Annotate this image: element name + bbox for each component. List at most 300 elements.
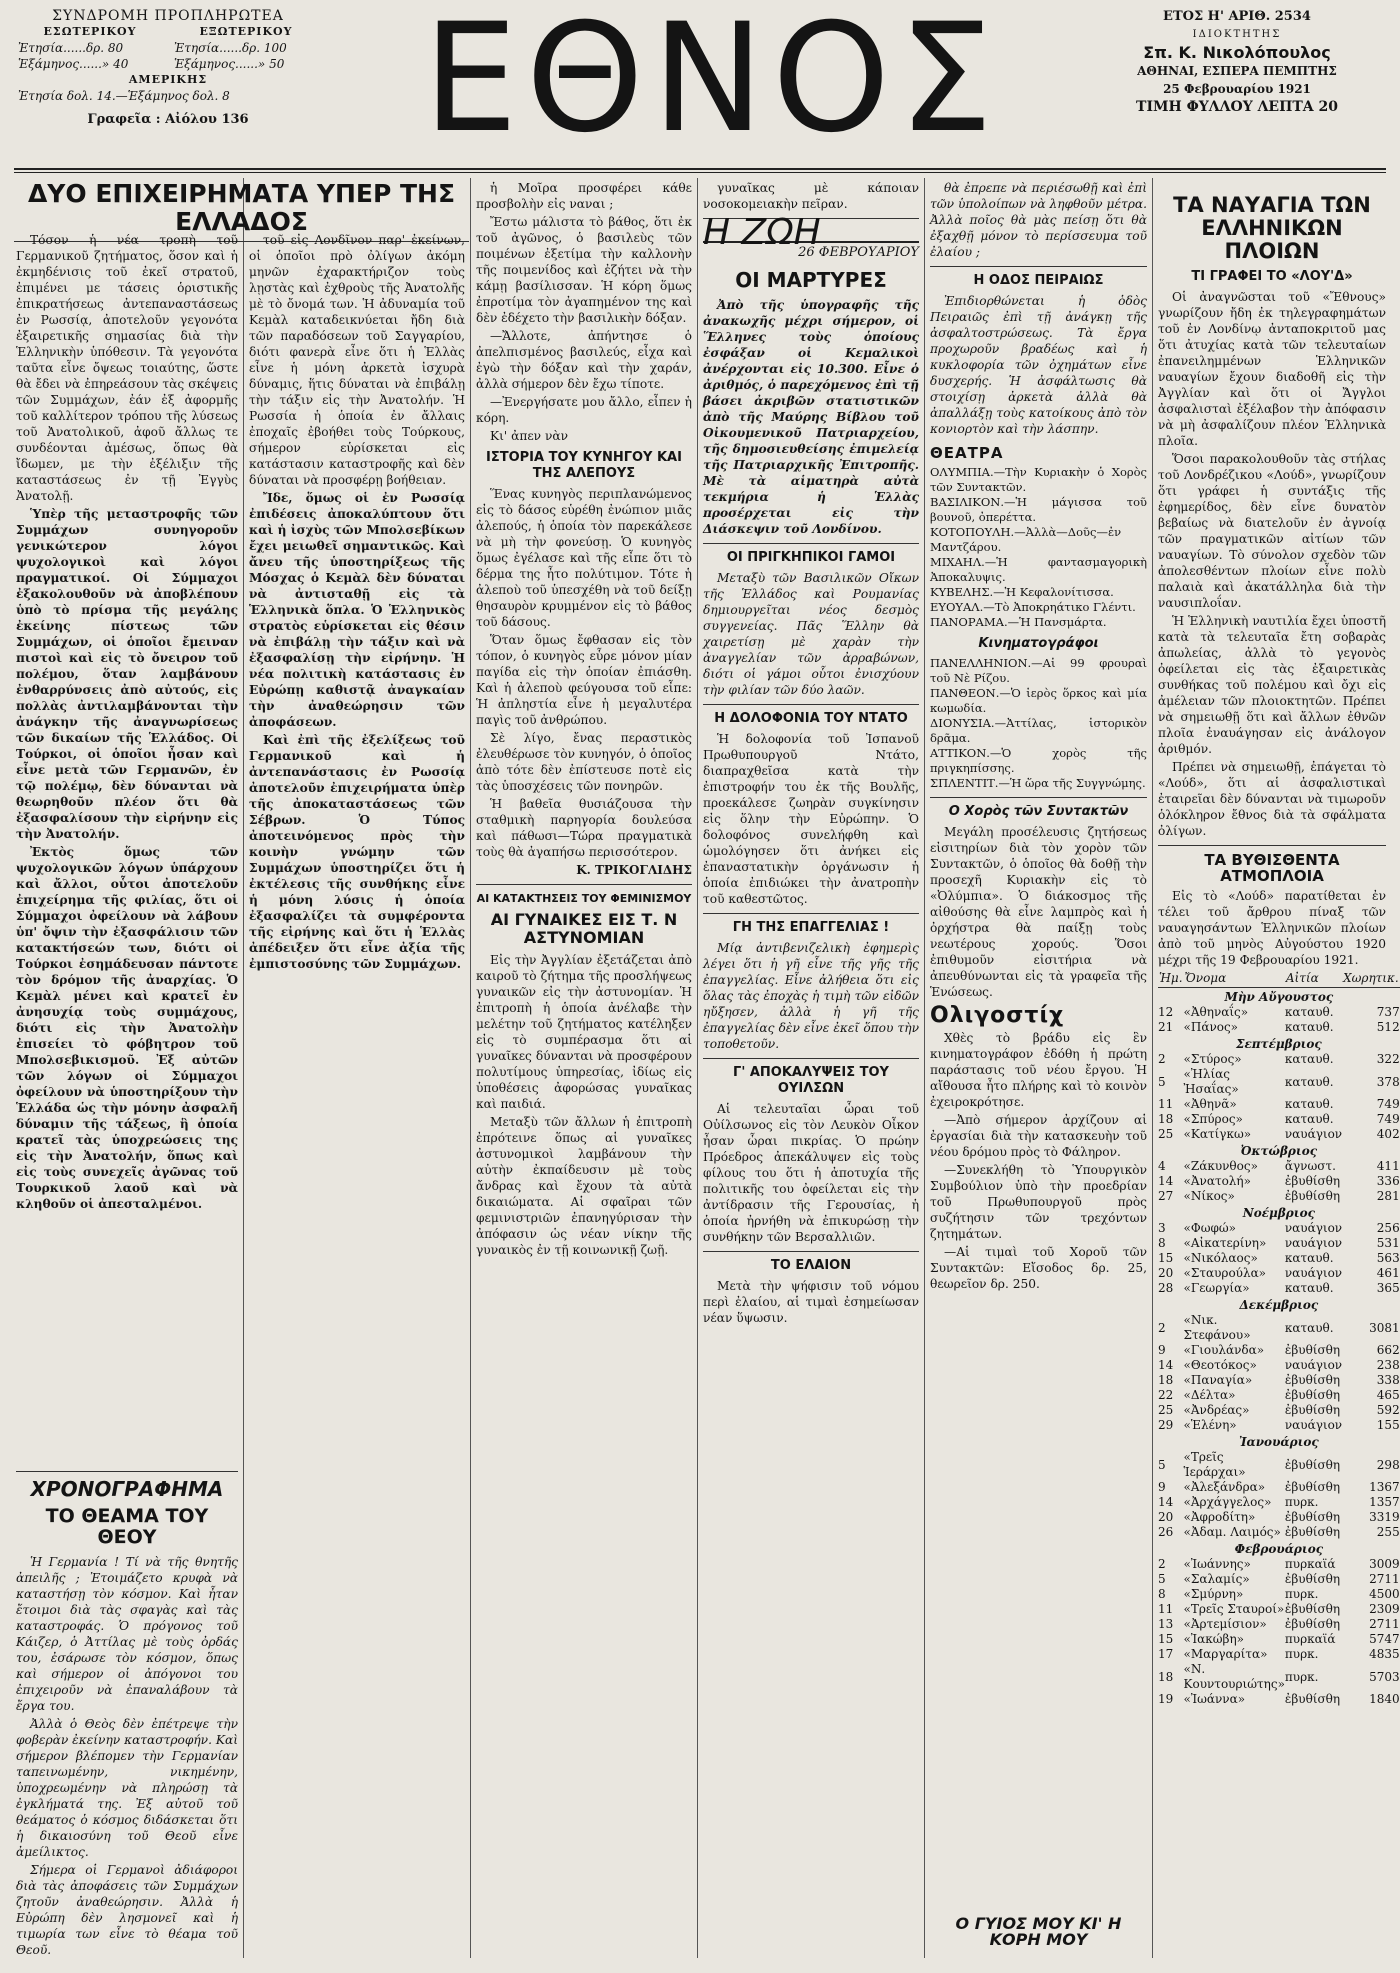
article-paragraph: Ἐκτὸς ὅμως τῶν ψυχολογικῶν λόγων ὑπάρχουν καὶ ἄλλοι, οὗτοι ἀποτελοῦν ἐπιχείρημα τῆς φιλίας, ὅτι οἱ Σύμμαχοι ὀφείλουν νὰ λάβουν ὑπ' ὄψιν τὴν ἐξασφάλισιν τῶν κατακτήσεών των, διότι οἱ Τούρκοι ἐσημάδευσαν πάντοτε τὸν δρόμον τῆς ἀναρχίας. Ὁ Κεμὰλ μένει καὶ κρατεῖ ἐν ἀνησυχίᾳ τοὺς συμμάχους, διότι εἰς τὴν Ἀνατολὴν ἐπισείει τὸ φόβητρον τοῦ Μπολσεβικισμοῦ. Ἐξ αὐτῶν τῶν λόγων οἱ Σύμμαχοι ὀφείλουν νὰ ὑποστηρίξουν τὴν Ἑλλάδα ὡς τὴν μόνην ἀσφαλῆ δύναμιν τῆς τάξεως, ἣ ὁποία κρατεῖ τὰς ὑποχρεώσεις της εἰς τὴν Ἀνατολήν, ὅπως καὶ εἰς τοὺς συνεχεῖς ἀγῶνας τοῦ Τουρκικοῦ λαοῦ καὶ νὰ κληθοῦν οἱ ἀπεσταλμένοι. <box>16 845 238 1211</box>
ship-table-cell: καταυθ. <box>1284 1097 1334 1112</box>
article-paragraph: Σήμερα οἱ Γερμανοὶ ἀδιάφοροι διὰ τὰς ἀποφάσεις τῶν Συμμάχων ζητοῦν ἀναθεώρησιν. Ἀλλὰ ἡ Εὐρώπη δὲν λησμονεῖ καὶ ἡ τιμωρία των εἶνε τὸ θέαμα τοῦ Θεοῦ. <box>16 1862 238 1957</box>
oil-headline: ΤΟ ΕΛΑΙΟΝ <box>770 1258 852 1273</box>
ship-table-cell: 281 <box>1376 1189 1400 1204</box>
ship-table-cell: 20 <box>1158 1266 1174 1281</box>
ship-table-cell: 5 <box>1158 1572 1166 1587</box>
ship-table-cell: 512 <box>1376 1020 1400 1035</box>
ship-table-cell: ἐβυθίσθη <box>1284 1510 1341 1525</box>
cinema-listing: ΠΑΝΕΛΛΗΝΙΟΝ.—Αἱ 99 φρουραὶ τοῦ Νὲ Ρίζου. <box>930 656 1147 685</box>
article-paragraph: Ἐπιδιορθώνεται ἡ ὁδὸς Πειραιῶς ἐπὶ τῇ ἀνάγκῃ τῆς ἀσφαλτοστρώσεως. Τὰ ἔργα προχωροῦν βραδέως καὶ ἡ κυκλοφορία τῶν ὀχημάτων εἶνε δυσχερής. Ἡ ἀσφάλτωσις θὰ στοιχίσῃ ἀρκετὰ ἀλλὰ θὰ ἀπαλλάξῃ τοὺς κατοίκους ἀπὸ τὸν κονιορτὸν καὶ τὴν λάσπην. <box>930 294 1147 436</box>
ship-table-row <box>1158 1313 1400 1343</box>
ship-table-cell: ναυάγιον <box>1284 1266 1343 1281</box>
ship-table-cell: πυρκαϊά <box>1284 1632 1336 1647</box>
ship-table-row <box>1158 1174 1400 1189</box>
ship-table-cell: ἐβυθίσθη <box>1284 1174 1341 1189</box>
column-divider <box>243 178 244 1958</box>
article-paragraph: Ὑπὲρ τῆς μεταστροφῆς τῶν Συμμάχων συνηγοροῦν γενικώτερον λόγοι ψυχολογικοὶ καὶ λόγοι πραγματικοί. Οἱ Σύμμαχοι ἐξακολουθοῦν νὰ ἀποβλέπουν ὑπὸ τὸ πρίσμα τῆς μεγάλης ἐκείνης πίστεως τῶν Συμμάχων, οἱ ὁποῖοι ἔμειναν πιστοὶ καὶ εἰς τὸ ὄνειρον τοῦ πολέμου, ὅταν λαμβάνουν ἐνθαρρύνσεις ἀπὸ αὐτούς, εἰς πολλὰς ἀντιλαμβάνονται τὴν ἀνάγκην τῆς ἀναγνωρίσεως τῶν δικαίων τῆς Ἑλλάδος. Οἱ Τούρκοι, οἱ ὁποῖοι ἦσαν καὶ εἶνε μετὰ τῶν Γερμανῶν, ἐν τῷ πολέμῳ, δὲν δύνανται νὰ θεωρηθοῦν πλέον ὅτι θὰ ἐξασφαλίσουν τὴν εἰρήνην εἰς τὴν Ἀνατολήν. <box>16 507 238 841</box>
ship-table-cell: καταυθ. <box>1284 1005 1334 1020</box>
ship-table-cell: 25 <box>1158 1127 1174 1142</box>
ship-table-cell: καταυθ. <box>1284 1281 1334 1296</box>
theatre-listing: ΜΙΧΑΗΛ.—Ἡ φαντασμαγορικὴ Ἀποκαλυψις. <box>930 555 1147 584</box>
ship-table-row <box>1158 1388 1400 1403</box>
article-paragraph: θὰ ἐπρεπε νὰ περιέσωθῇ καὶ ἐπὶ τῶν ὑπολοίπων νὰ ληφθοῦν μέτρα. Ἀλλὰ ποῖος θὰ μὰς πείσῃ ὅτι θὰ ἐξαχθῇ μόνον τὸ περίσσευμα τοῦ ἐλαίου ; <box>930 181 1147 259</box>
foreign-semi: Ἑξάμηνος......» 50 <box>174 57 285 71</box>
author-signature: Κ. ΤΡΙΚΟΓΛΙΔΗΣ <box>576 863 692 877</box>
ship-table-row <box>1158 1112 1400 1127</box>
sunk-ships-headline: ΤΑ ΒΥΘΙΣΘΕΝΤΑ ΑΤΜΟΠΛΟΙΑ <box>1204 851 1340 886</box>
ship-table-cell: ναυάγιον <box>1284 1358 1343 1373</box>
ship-table-cell: 737 <box>1376 1005 1400 1020</box>
ship-table-row <box>1158 1052 1400 1067</box>
ship-table-cell: «Ζάκυνθος» <box>1183 1159 1258 1174</box>
ship-table-row <box>1158 1266 1400 1281</box>
section-dateline: 26 ΦΕΒΡΟΥΑΡΙΟΥ <box>798 245 919 260</box>
ship-table-row <box>1158 1480 1400 1495</box>
ship-table-cell: 5 <box>1158 1074 1166 1089</box>
theatre-listing: ΟΛΥΜΠΙΑ.—Τὴν Κυριακὴν ὁ Χορὸς τῶν Συντακτῶν. <box>930 465 1147 494</box>
ship-table-cell: 14 <box>1158 1495 1174 1510</box>
ship-table-row <box>1158 1159 1400 1174</box>
ship-table-cell: 14 <box>1158 1174 1174 1189</box>
ship-table-cell: 2309 <box>1369 1602 1400 1617</box>
ship-table-cell: 18 <box>1158 1373 1174 1388</box>
theatres-heading: ΘΕΑΤΡΑ <box>930 444 1004 462</box>
ship-table-cell: ἐβυθίσθη <box>1284 1692 1341 1707</box>
masthead-rule <box>14 168 1386 170</box>
lead-headline: ΔΥΟ ΕΠΙΧΕΙΡΗΜΑΤΑ ΥΠΕΡ ΤΗΣ ΕΛΛΑΔΟΣ <box>14 180 469 242</box>
article-paragraph: τοῦ εἰς Λονδῖνον παρ' ἐκείνων, οἱ ὁποῖοι πρὸ ὀλίγων ἀκόμη μηνῶν ἐχαρακτήριζον τοὺς λῃστὰς καὶ ἐχθροὺς τῆς Ἀνατολῆς μὲ τὸ ὄνομά των. Ἡ ἀδυναμία τοῦ Κεμὰλ καταδεικνύεται ἤδη διὰ τῶν παραδόσεων τοῦ Σαγγαρίου, διότι φανερὰ εἶνε ὅτι ἡ Ἑλλὰς εἶνε ἡ μόνη ἀρκετὰ ἰσχυρὰ δύναμις, ἥτις δύναται νὰ ἐπιβάλῃ τὴν τάξιν εἰς τὴν Ἀνατολήν. Ἡ Ρωσσία ἡ ὁποία ἐν ἄλλαις ἐποχαῖς ἐβοήθει τοὺς Τούρκους, σήμερον εὑρίσκεται εἰς κατάστασιν καταστροφῆς καὶ δὲν δύναται νὰ προσφέρῃ βοήθειαν. <box>249 233 465 487</box>
ship-table-cell: «Δέλτα» <box>1183 1388 1236 1403</box>
article-paragraph: Μεταξὺ τῶν Βασιλικῶν Οἴκων τῆς Ἑλλάδος καὶ Ρουμανίας δημιουργεῖται νέος δεσμὸς συγγενείας. Πᾶς Ἕλλην θὰ χαιρετίσῃ μὲ χαρὰν τὴν ἀναγγελίαν τῶν ἀρραβώνων, διότι οἱ γάμοι οὗτοι ἐνισχύουν τὴν φιλίαν τῶν δύο λαῶν. <box>703 571 919 697</box>
ship-table-cell: 461 <box>1376 1266 1400 1281</box>
ship-table-cell: «Ἰακώβη» <box>1183 1632 1244 1647</box>
ship-table-cell: 256 <box>1376 1221 1400 1236</box>
martyrs-headline: ΟΙ ΜΑΡΤΥΡΕΣ <box>735 268 887 292</box>
ship-table-month: Μὴν Αὔγουστος <box>1224 990 1334 1005</box>
article-paragraph: Αἱ τελευταῖαι ὧραι τοῦ Οὐίλσωνος εἰς τὸν Λευκὸν Οἶκον ἦσαν ὧραι πικρίας. Ὁ πρώην Πρόεδρος ἀπεκάλυψεν εἰς τοὺς φίλους του ὅτι ἡ ἀποτυχία τῆς πολιτικῆς του ὀφείλεται εἰς τὴν ἀντίδρασιν τῆς Γερουσίας, ἡ ὁποία ἠρνήθη νὰ ἐπικυρώσῃ τὴν συνθήκην τῶν Βερσαλλιῶν. <box>703 1102 919 1244</box>
ship-table-cell: 8 <box>1158 1236 1166 1251</box>
article-paragraph: Κι' ἀπεν νὰν <box>490 429 568 443</box>
column-2 <box>249 232 465 1958</box>
ship-table-cell: 17 <box>1158 1647 1174 1662</box>
ship-table-cell: 402 <box>1376 1127 1400 1142</box>
ship-table-cell: «Παναγία» <box>1183 1373 1253 1388</box>
ship-table-cell: «Μαργαρίτα» <box>1183 1647 1268 1662</box>
ship-table-cell: «Νικ. Στεφάνου» <box>1183 1313 1251 1343</box>
article-paragraph: Μεταξὺ τῶν ἄλλων ἡ ἐπιτροπὴ ἐπρότεινε ὅπως αἱ γυναῖκες ἀστυνομικοὶ λαμβάνουν τὴν αὐτὴν ἐκπαίδευσιν μὲ τοὺς ἄνδρας καὶ ἔχουν τὰ αὐτὰ δικαιώματα. Αἱ σφαῖραι τῶν φεμινιστριῶν ἐπανηγύρισαν τὴν ἀπόφασιν ὡς νέαν νίκην τῆς γυναικὸς ἐν τῇ κοινωνικῇ ζωῇ. <box>476 1115 692 1258</box>
theatre-listing: ΚΥΒΕΛΗΣ.—Ἡ Κεφαλονίτισσα. <box>930 585 1114 599</box>
wilson-headline: Γ' ΑΠΟΚΑΛΥΨΕΙΣ ΤΟΥ ΟΥΙΛΣΩΝ <box>733 1065 889 1096</box>
ship-table-row <box>1158 1450 1400 1480</box>
subscription-box <box>18 8 318 128</box>
theatre-listing: ΠΑΝΟΡΑΜΑ.—Ἡ Πανσμάρτα. <box>930 615 1107 629</box>
ship-table-cell: «Ἀρχάγγελος» <box>1183 1495 1272 1510</box>
ship-table-cell: «Ἠλίας Ἠσαΐας» <box>1183 1067 1239 1097</box>
column-divider <box>697 178 698 1958</box>
ship-table-cell: «Αἰκατερίνη» <box>1183 1236 1267 1251</box>
issue-number: ΕΤΟΣ Η' ΑΡΙΘ. 2534 <box>1163 9 1311 24</box>
ship-table-cell: «Θεοτόκος» <box>1183 1358 1257 1373</box>
ship-table-row <box>1158 1403 1400 1418</box>
ship-table-row <box>1158 1418 1400 1433</box>
short-news-heading: Ολιγοστίχ <box>930 1003 1065 1028</box>
column-5 <box>930 180 1147 1958</box>
serial-title-box <box>930 1910 1147 1950</box>
ship-table-cell: πυρκ. <box>1284 1669 1319 1684</box>
ship-table-cell: «Νικόλαος» <box>1183 1251 1258 1266</box>
ship-table-cell: 15 <box>1158 1632 1174 1647</box>
ship-table-cell: 592 <box>1376 1403 1400 1418</box>
ship-table-cell: καταυθ. <box>1284 1251 1334 1266</box>
article-paragraph: —Αἱ τιμαὶ τοῦ Χοροῦ τῶν Συντακτῶν: Εἴσοδος δρ. 25, θεωρεῖον δρ. 250. <box>930 1245 1147 1291</box>
ship-table-cell: 411 <box>1376 1159 1400 1174</box>
ship-table-row <box>1158 1343 1400 1358</box>
chronicle-section-title: ΧΡΟΝΟΓΡΑΦΗΜΑ <box>30 1477 224 1501</box>
ship-table-cell: 336 <box>1376 1174 1400 1189</box>
ship-table-cell: καταυθ. <box>1284 1052 1334 1067</box>
newspaper-title: ΕΘΝΟΣ <box>423 0 1001 166</box>
cinema-listing: ΔΙΟΝΥΣΙΑ.—Ἀττίλας, ἱστορικὸν δρᾶμα. <box>930 716 1147 745</box>
ship-table-column-header: Αἰτία <box>1285 970 1342 988</box>
ship-table-cell: 22 <box>1158 1388 1174 1403</box>
domestic-label: ΕΣΩΤΕΡΙΚΟΥ <box>43 25 137 38</box>
ship-table-row <box>1158 1097 1400 1112</box>
ship-table-month: Φεβρουάριος <box>1234 1542 1324 1557</box>
ship-table-cell: ἐβυθίσθη <box>1284 1189 1341 1204</box>
ship-table-cell: «Ἰωάννης» <box>1183 1557 1251 1572</box>
ship-table-cell: «Ἀθηνᾶ» <box>1183 1097 1237 1112</box>
ship-table-cell: 15 <box>1158 1251 1174 1266</box>
ship-table-cell: 2 <box>1158 1557 1166 1572</box>
ship-table-row <box>1158 1358 1400 1373</box>
feminism-headline: ΑΙ ΓΥΝΑΙΚΕΣ ΕΙΣ Τ. Ν ΑΣΤΥΝΟΜΙΑΝ <box>490 910 678 947</box>
article-paragraph: Ἡ βαθεῖα θυσιάζουσα τὴν σταθμικὴ παρηγορία δουλεύσα καὶ πάθωσι—Τώρα πραγματικὰ τοὺς θὰ ἀγαπήσω περισσότερον. <box>476 797 692 859</box>
ship-table-cell: 4500 <box>1369 1587 1400 1602</box>
ship-table-cell: 5747 <box>1369 1632 1400 1647</box>
ship-table-cell: 13 <box>1158 1617 1174 1632</box>
article-paragraph: γυναῖκας μὲ κάποιαν νοσοκομειακὴν πεῖραν. <box>703 181 919 211</box>
ship-table-column-header: Ἡμ. <box>1158 970 1184 988</box>
ship-table-row <box>1158 1127 1400 1142</box>
ship-table-cell: 29 <box>1158 1418 1174 1433</box>
ship-table-cell: 4 <box>1158 1159 1166 1174</box>
ship-table-cell: 27 <box>1158 1189 1174 1204</box>
ship-table-cell: 4835 <box>1369 1647 1400 1662</box>
ship-table-cell: 3009 <box>1369 1557 1400 1572</box>
foreign-annual: Ἐτησία......δρ. 100 <box>174 41 287 55</box>
ship-table-cell: 749 <box>1376 1112 1400 1127</box>
ship-table-cell: «Νίκος» <box>1183 1189 1235 1204</box>
masthead <box>0 0 1400 166</box>
article-paragraph: Μετὰ τὴν ψήφισιν τοῦ νόμου περὶ ἐλαίου, αἱ τιμαὶ ἐσημείωσαν νέαν ὕψωσιν. <box>703 1279 919 1325</box>
ship-table-cell: 28 <box>1158 1281 1174 1296</box>
article-paragraph: —Ἄλλοτε, ἀπήντησε ὁ ἀπελπισμένος βασιλεύς, εἶχα καὶ ἐγὼ τὴν δόξαν καὶ τὴν χαράν, ἀλλὰ σήμερον δὲν ἔχω τίποτε. <box>476 329 692 391</box>
ship-table-cell: «Τρεῖς Ἱεράρχαι» <box>1183 1450 1246 1480</box>
column-divider <box>470 178 471 1958</box>
section-kicker: ΑΙ ΚΑΤΑΚΤΗΣΕΙΣ ΤΟΥ ΦΕΜΙΝΙΣΜΟΥ <box>476 892 692 905</box>
ship-table-cell: 18 <box>1158 1669 1174 1684</box>
ship-table-row <box>1158 1020 1400 1035</box>
ship-table-cell: πυρκ. <box>1284 1647 1319 1662</box>
ship-table-cell: «Γεωργία» <box>1183 1281 1250 1296</box>
ship-table-cell: 255 <box>1376 1525 1400 1540</box>
ship-table-row <box>1158 1373 1400 1388</box>
ship-table-cell: 18 <box>1158 1112 1174 1127</box>
article-paragraph: Ὅσοι παρακολουθοῦν τὰς στήλας τοῦ Λονδρέζικου «Λούδ», γνωρίζουν ὅτι γράφει ἡ συντάξις τῆς ἐφημερίδος, δὲν εἶνε δυνατὸν βεβαίως νὰ διατελοῦν ἐν ἀγνοίᾳ τῶν πραγματικῶν αἰτίων τῶν ναυαγίων. Τὸ σύνολον σχεδὸν τῶν ἀπολεσθέντων πλοίων εἶνε πολὺ παλαιὰ καὶ ἀκατάλληλα διὰ τὴν ναυσιπλοΐαν. <box>1158 452 1386 611</box>
article-paragraph: Ἡ Ἑλληνικὴ ναυτιλία ἔχει ὑποστῆ κατὰ τὰ τελευταῖα ἔτη σοβαρὰς ἀπωλείας, ἀλλὰ τὸ γεγονὸς ὀφείλεται εἰς τὰς ἐξαιρετικὰς συνθήκας τοῦ πολέμου καὶ ὄχι εἰς ἀμέλειαν τῶν πλοιοκτητῶν. Πρέπει νὰ σημειωθῇ ὅτι καὶ ἄλλων ἐθνῶν πλοῖα ἐναυάγησαν εἰς ἀνάλογον ἀριθμόν. <box>1158 614 1386 757</box>
ship-table-cell: πυρκ. <box>1284 1587 1319 1602</box>
theatre-listing: ΒΑΣΙΛΙΚΟΝ.—Ἡ μάγισσα τοῦ βουνοῦ, ὀπερέττα. <box>930 495 1147 524</box>
ship-table <box>1158 970 1400 1707</box>
ship-table-cell: 465 <box>1376 1388 1400 1403</box>
ship-table-cell: ἐβυθίσθη <box>1284 1480 1341 1495</box>
ship-table-row <box>1158 1572 1400 1587</box>
ship-table-cell: 21 <box>1158 1020 1174 1035</box>
article-paragraph: Εἰς τὴν Ἀγγλίαν ἐξετάζεται ἀπὸ καιροῦ τὸ ζήτημα τῆς προσλήψεως γυναικῶν εἰς τὴν ἀστυνομίαν. Ἡ ἐπιτροπὴ ἡ ὁποία ἀνέλαβε τὴν μελέτην τοῦ ζητήματος κατέληξεν εἰς τὸ συμπέρασμα ὅτι αἱ γυναῖκες δύνανται νὰ προσφέρουν πολυτίμους ὑπηρεσίας, ἰδίως εἰς ὑποθέσεις ἀφορώσας γυναῖκας καὶ παιδιά. <box>476 953 692 1112</box>
column-4 <box>703 180 919 1958</box>
ship-table-row <box>1158 1525 1400 1540</box>
ship-table-row <box>1158 1692 1400 1707</box>
ship-table-cell: 9 <box>1158 1343 1166 1358</box>
ship-table-cell: καταυθ. <box>1284 1112 1334 1127</box>
ship-table-cell: ἐβυθίσθη <box>1284 1343 1341 1358</box>
article-paragraph: Σὲ λίγο, ἔνας περαστικὸς ἐλευθέρωσε τὸν κυνηγόν, ὁ ὁποῖος ἀπὸ τότε δὲν ἐπίστευσε ποτὲ εἰς τὰς ὑποσχέσεις τῶν πονηρῶν. <box>476 731 692 793</box>
ship-table-cell: 3081 <box>1369 1320 1400 1335</box>
domestic-annual: Ἐτησία......δρ. 80 <box>18 41 124 55</box>
ship-table-cell: «Ἰωάννα» <box>1183 1692 1246 1707</box>
ship-table-cell: «Ἀνατολή» <box>1183 1174 1251 1189</box>
ship-table-cell: 9 <box>1158 1480 1166 1495</box>
cinema-listing: ΠΑΝΘΕΟΝ.—Ὁ ἱερὸς ὅρκος καὶ μία κωμωδία. <box>930 686 1147 715</box>
ship-table-cell: 531 <box>1376 1236 1400 1251</box>
ship-table-cell: 749 <box>1376 1097 1400 1112</box>
shipwreck-headline: ΤΑ ΝΑΥΑΓΙΑ ΤΩΝ ΕΛΛΗΝΙΚΩΝ ΠΛΟΙΩΝ <box>1173 193 1371 264</box>
theatres-list <box>930 465 1147 630</box>
ship-table-cell: καταυθ. <box>1284 1074 1334 1089</box>
ship-table-cell: 155 <box>1376 1418 1400 1433</box>
ship-table-cell: 25 <box>1158 1403 1174 1418</box>
cinema-listing: ΣΠΛΕΝΤΙΤ.—Ἡ ὥρα τῆς Συγγνώμης. <box>930 776 1146 790</box>
ship-table-month-row <box>1158 988 1400 1006</box>
ship-table-cell: 238 <box>1376 1358 1400 1373</box>
ship-table-cell: 14 <box>1158 1358 1174 1373</box>
issue-info <box>1092 8 1382 116</box>
ship-table-cell: 3319 <box>1369 1510 1400 1525</box>
cinema-listing: ΑΤΤΙΚΟΝ.—Ὁ χορὸς τῆς πριγκηπίσσης. <box>930 746 1147 775</box>
ship-table-column-header: Ὄνομα <box>1184 970 1285 988</box>
ship-table-row <box>1158 1236 1400 1251</box>
peiraios-headline: Η ΟΔΟΣ ΠΕΙΡΑΙΩΣ <box>973 273 1104 288</box>
ship-table-row <box>1158 1510 1400 1525</box>
ball-headline: Ο Χορὸς τῶν Συντακτῶν <box>948 804 1129 819</box>
america-rates: Ἐτησία δολ. 14.—Ἑξάμηνος δολ. 8 <box>18 89 230 103</box>
ship-table-cell: 338 <box>1376 1373 1400 1388</box>
ship-table-cell: «Σαλαμίς» <box>1183 1572 1250 1587</box>
lead-headline-box <box>14 179 469 236</box>
article-paragraph: Οἱ ἀναγνῶσται τοῦ «Ἔθνους» γνωρίζουν ἤδη ἐκ τηλεγραφημάτων τοῦ ἐν Λονδίνῳ ἀνταποκριτοῦ μας ὅτι ἀτυχίας κατὰ τῶν τελευταίων ἐπανειλημμένων Ἑλληνικῶν ναυαγίων ἔχουν διαδοθῆ εἰς τὴν Ἀγγλίαν καὶ ὅτι οἱ Ἄγγλοι ἀσφαλισταὶ ἐξέλαβον τὴν ἀπόφασιν νὰ μὴ ἀσφαλίζουν πλέον Ἑλληνικὰ πλοῖα. <box>1158 290 1386 449</box>
ship-table-cell: 19 <box>1158 1692 1174 1707</box>
ship-table-cell: καταυθ. <box>1284 1020 1334 1035</box>
ship-table-month: Ἰανουάριος <box>1238 1435 1319 1450</box>
ship-table-cell: «Ἀφροδίτη» <box>1183 1510 1256 1525</box>
ship-table-cell: ἐβυθίσθη <box>1284 1388 1341 1403</box>
ship-table-header <box>1158 970 1400 988</box>
owner-label: ΙΔΙΟΚΤΗΤΗΣ <box>1192 29 1282 40</box>
ship-table-cell: 20 <box>1158 1510 1174 1525</box>
article-paragraph: Εἰς τὸ «Λούδ» παρατίθεται ἐν τέλει τοῦ ἄρθρου πίναξ τῶν ναυαγησάντων Ἑλληνικῶν πλοίων ἀπὸ τοῦ μηνὸς Αὐγούστου 1920 μέχρι τῆς 19 Φεβρουαρίου 1921. <box>1158 889 1386 968</box>
ship-table-cell: 5 <box>1158 1457 1166 1472</box>
ship-table-row <box>1158 1281 1400 1296</box>
ship-table-month-row <box>1158 1204 1400 1221</box>
ship-table-row <box>1158 1189 1400 1204</box>
ship-table-cell: ἐβυθίσθη <box>1284 1602 1341 1617</box>
article-paragraph: Πρέπει νὰ σημειωθῇ, ἐπάγεται τὸ «Λούδ», ὅτι αἱ ἀσφαλιστικαὶ ἐταιρεῖαι δὲν δύνανται νὰ τιμωροῦν ὁλόκληρον ἔθνος διὰ τὰ σφάλματα ὀλίγων. <box>1158 760 1386 839</box>
ship-table-row <box>1158 1632 1400 1647</box>
article-paragraph: Ἡ δολοφονία τοῦ Ἰσπανοῦ Πρωθυπουργοῦ Ντάτο, διαπραχθεῖσα κατὰ τὴν ἐπιστροφήν του ἐκ τῆς Βουλῆς, προεκάλεσε ζωηρὰν συγκίνησιν εἰς ὅλην τὴν Εὐρώπην. Ὁ δολοφόνος συνελήφθη καὶ ὡμολόγησεν ὅτι ἀνήκει εἰς ἐπαναστατικὴν ὀργάνωσιν ἡ ὁποία ἐπιδιώκει τὴν ἀνατροπὴν τοῦ καθεστῶτος. <box>703 732 919 906</box>
ship-table-cell: 2711 <box>1369 1617 1400 1632</box>
ship-table-cell: 662 <box>1376 1343 1400 1358</box>
ship-table-cell: 322 <box>1376 1052 1400 1067</box>
ship-table-cell: ἐβυθίσθη <box>1284 1373 1341 1388</box>
chronicle-column <box>16 1465 238 1958</box>
ship-table-cell: 1367 <box>1369 1480 1400 1495</box>
article-paragraph: Ἕνας κυνηγὸς περιπλανώμενος εἰς τὸ δάσος εὑρέθη ἐνώπιον μιᾶς ἀλεπούς, ἡ ὁποία τὸν παρεκάλεσε νὰ μὴ τὴν φονεύσῃ. Ὁ κυνηγὸς ὅμως ἐγέλασε καὶ τῆς εἶπε ὅτι τὸ δέρμα της ἦτο πολύτιμον. Τότε ἡ ἀλεποὺ τοῦ ὑπεσχέθη νὰ τοῦ δείξῃ θησαυρὸν κρυμμένον εἰς τὸ βάθος τοῦ δάσους. <box>476 487 692 629</box>
issue-date: 25 Φεβρουαρίου 1921 <box>1163 82 1311 96</box>
article-paragraph: Ὅταν ὅμως ἔφθασαν εἰς τὸν τόπον, ὁ κυνηγὸς εὗρε μόνον μίαν παγίδα εἰς τὴν ὁποίαν ἐπιάσθη. Καὶ ἡ ἀλεποὺ φεύγουσα τοῦ εἶπε: Ἡ ἀπληστία εἶνε ἡ μεγαλυτέρα παγὶς τοῦ ἀνθρώπου. <box>476 633 692 727</box>
ship-table-cell: «Τρεῖς Σταυροί» <box>1183 1602 1285 1617</box>
ship-table-cell: 298 <box>1376 1457 1400 1472</box>
ship-table-row <box>1158 1617 1400 1632</box>
cinemas-list <box>930 656 1147 791</box>
article-paragraph: Χθὲς τὸ βράδυ εἰς ἓν κινηματογράφον ἐδόθη ἡ πρώτη παράστασις τοῦ νέου ἔργου. Ἡ αἴθουσα ἦτο πλήρης καὶ τὸ κοινὸν ἐχειροκρότησε. <box>930 1031 1147 1109</box>
ship-table-cell: «Γιουλάνδα» <box>1183 1343 1265 1358</box>
ship-table-month-row <box>1158 1035 1400 1052</box>
ship-table-cell: πυρκ. <box>1284 1495 1319 1510</box>
ship-table-cell: ναυάγιον <box>1284 1236 1343 1251</box>
article-paragraph: Ἀπὸ τῆς ὑπογραφῆς τῆς ἀνακωχῆς μέχρι σήμερον, οἱ Ἕλληνες τοὺς ὁποίους ἐσφάξαν οἱ Κεμαλικοὶ ἀνέρχονται εἰς 10.300. Εἶνε ὁ ἀριθμός, ὁ παρεχόμενος ἐπὶ τῇ βάσει ἀκριβῶν στατιστικῶν ἀπὸ τῆς Μαύρης Βίβλου τοῦ Οἰκουμενικοῦ Πατριαρχείου, τῆς δημοσιευθείσης ἐπιμελείᾳ τῆς Πατριαρχικῆς Ἐπιτροπῆς. Μὲ τὰ αἱματηρὰ αὐτὰ τεκμήρια ἡ Ἑλλὰς προσέρχεται εἰς τὴν Διάσκεψιν τοῦ Λονδίνου. <box>703 298 919 536</box>
ship-table-cell: 26 <box>1158 1525 1174 1540</box>
ship-table-row <box>1158 1067 1400 1097</box>
ship-table-cell: ναυάγιον <box>1284 1127 1343 1142</box>
ship-table-cell: ἐβυθίσθη <box>1284 1457 1341 1472</box>
ship-table-row <box>1158 1221 1400 1236</box>
ship-table-cell: 365 <box>1376 1281 1400 1296</box>
column-divider <box>924 178 925 1958</box>
subscriptions-title: ΣΥΝΔΡΟΜΗ ΠΡΟΠΛΗΡΩΤΕΑ <box>52 8 284 24</box>
ship-table-month-row <box>1158 1433 1400 1450</box>
ship-table-month: Σεπτέμβριος <box>1235 1037 1322 1052</box>
ship-table-cell: «Κατίγκω» <box>1183 1127 1252 1142</box>
cinemas-heading: Κινηματογράφοι <box>978 636 1099 651</box>
ship-table-row <box>1158 1647 1400 1662</box>
ship-table-cell: «Ν. Κουντουριώτης» <box>1183 1662 1285 1692</box>
article-paragraph: Μίᾳ ἀντιβενιζελικὴ ἐφημερὶς λέγει ὅτι ἡ γῆ εἶνε τῆς γῆς τῆς ἐπαγγελίας. Εἶνε ἀλήθεια ὅτι εἰς ὅλας τὰς ἐποχὰς ἡ τιμὴ τῶν εἰδῶν ηὔξησεν, ἀλλὰ ἡ γῆ τῆς ἐπαγγελίας δὲν εἶνε ἐκεῖ ὅπου τὴν τοποθετοῦν. <box>703 941 919 1051</box>
ship-table-cell: ἐβυθίσθη <box>1284 1403 1341 1418</box>
section-title-life: Η ΖΩΗ <box>703 225 919 243</box>
column-divider <box>1152 178 1153 1958</box>
ship-table-cell: «Ἀθηναΐς» <box>1183 1005 1249 1020</box>
shipwreck-subhead: ΤΙ ΓΡΑΦΕΙ ΤΟ «ΛΟΥ'Δ» <box>1191 269 1353 285</box>
column-3 <box>476 180 692 1958</box>
masthead-rule-thin <box>14 172 1386 173</box>
wedding-headline: ΟΙ ΠΡΙΓΚΗΠΙΚΟΙ ΓΑΜΟΙ <box>726 550 896 565</box>
theatre-listing: ΚΟΤΟΠΟΥΛΗ.—Ἀλλὰ—Δοῦς—ἐν Μαντζάρου. <box>930 525 1122 554</box>
article-paragraph: Ἔστω μάλιστα τὸ βάθος, ὅτι ἐκ τοῦ ἀγῶνος, ὁ βασιλεὺς τῶν ποιμένων ἐξετίμα τὴν καλλονὴν τῆς ποιμενίδος καὶ ἐζήτει νὰ τὴν κάμῃ βασίλισσαν. Ἡ κόρη ὅμως ἐπροτίμα τὸν ἀγαπημένον της καὶ δὲν ἐδέχετο τὴν βασιλικὴν δόξαν. <box>476 215 692 325</box>
ship-table-cell: 11 <box>1158 1097 1174 1112</box>
ship-table-cell: «Ἀνδρέας» <box>1183 1403 1250 1418</box>
article-paragraph: Μεγάλη προσέλευσις ζητήσεως εἰσιτηρίων διὰ τὸν χορὸν τῶν Συντακτῶν, ὁ ὁποῖος θὰ δοθῇ τὴν προσεχῆ Κυριακὴν εἰς τὸ «Ὀλύμπια». Ὁ διάκοσμος τῆς αἰθούσης θὰ εἶνε λαμπρὸς καὶ ἡ ὀρχήστρα θὰ παίξῃ τοὺς νεωτέρους χορούς. Ὅσοι ἐπιθυμοῦν εἰσιτήρια νὰ ἀπευθύνωνται εἰς τὰ γραφεῖα τῆς Ἑνώσεως. <box>930 825 1147 999</box>
ship-table-column-header: Χωρητικ. <box>1342 970 1400 988</box>
ship-table-cell: «Φωφώ» <box>1183 1221 1237 1236</box>
ship-table-cell: «Ἀρτεμίσιον» <box>1183 1617 1267 1632</box>
ship-table-row <box>1158 1251 1400 1266</box>
article-paragraph: Ἡ Γερμανία ! Τί νὰ τῆς θνητῆς ἀπειλῆς ; Ἐτοιμάζετο κρυφὰ νὰ καταστήσῃ τὸν κόσμον. Καὶ ἦταν ἔτοιμοι διὰ τὰς σφαγὰς καὶ τὰς καταστροφάς. Ὁ πρόγονος τοῦ Κάιζερ, ὁ Ἀττίλας μὲ τοὺς ὀρδάς του, ἐσάρωσε τὸν κόσμον, ὅπως καὶ σήμερον οἱ ἀπόγονοι του ἐπιχειροῦν νὰ ἐπαναλάβουν τὰ ἔργα του. <box>16 1554 238 1713</box>
promised-land-headline: ΓΗ ΤΗΣ ΕΠΑΓΓΕΛΙΑΣ ! <box>732 920 890 935</box>
ship-table-month: Νοέμβριος <box>1242 1206 1315 1221</box>
ship-table-cell: ναυάγιον <box>1284 1418 1343 1433</box>
ship-table-cell: ἐβυθίσθη <box>1284 1572 1341 1587</box>
article-paragraph: Ἀλλὰ ὁ Θεὸς δὲν ἐπέτρεψε τὴν φοβερὰν ἐκείνην καταστροφήν. Καὶ σήμερον βλέπομεν τὴν Γερμανίαν ταπεινωμένην, νικημένην, ὑποχρεωμένην νὰ πληρώσῃ τὰ ἐγκλήματά της. Ἐξ αὐτοῦ τοῦ θεάματος ὁ κόσμος διδάσκεται ὅτι ἡ δικαιοσύνη τοῦ Θεοῦ εἶνε ἀμείλικτος. <box>16 1716 238 1859</box>
foreign-label: ΕΞΩΤΕΡΙΚΟΥ <box>199 25 293 38</box>
ship-table-cell: ἐβυθίσθη <box>1284 1525 1341 1540</box>
article-paragraph: —Ἀπὸ σήμερον ἀρχίζουν αἱ ἐργασίαι διὰ τὴν κατασκευὴν τοῦ νέου δρόμου πρὸς τὸ Φάληρον. <box>930 1113 1147 1159</box>
ship-table-cell: ἐβυθίσθη <box>1284 1617 1341 1632</box>
ship-table-cell: ἄγνωστ. <box>1284 1159 1336 1174</box>
chronicle-headline: ΤΟ ΘΕΑΜΑ ΤΟΥ ΘΕΟΥ <box>45 1505 209 1548</box>
ship-table-cell: πυρκαϊά <box>1284 1557 1336 1572</box>
ship-table-month-row <box>1158 1540 1400 1557</box>
ship-table-cell: «Πάνος» <box>1183 1020 1239 1035</box>
ship-table-row <box>1158 1662 1400 1692</box>
ship-table-cell: «Σμύρνη» <box>1183 1587 1244 1602</box>
ship-table-row <box>1158 1005 1400 1020</box>
story-headline: ΙΣΤΟΡΙΑ ΤΟΥ ΚΥΝΗΓΟΥ ΚΑΙ ΤΗΣ ΑΛΕΠΟΥΣ <box>486 450 682 481</box>
ship-table-cell: 1357 <box>1369 1495 1400 1510</box>
article-paragraph: Καὶ ἐπὶ τῆς ἐξελίξεως τοῦ Γερμανικοῦ καὶ ἡ ἀντεπανάστασις ἐν Ρωσσίᾳ ἀποτελοῦν ἐπιχειρήματα ὑπὲρ τῆς ἀποκαταστάσεως τῶν Σέβρων. Ὁ Τύπος ἀποτεινόμενος πρὸς τὴν κοινὴν γνώμην τῶν Συμμάχων ὑποστηρίζει ὅτι ἡ ἐκτέλεσις τῆς συνθήκης εἶνε ἡ μόνη λύσις ἡ ὁποία ἐξασφαλίζει τὰ συμφέροντα τῆς εἰρήνης καὶ ὅτι ἡ Ἑλλὰς ἀπέδειξεν ὅτι εἶνε ἀξία τῆς ἐμπιστοσύνης τῶν Συμμάχων. <box>249 733 465 971</box>
ship-table-row <box>1158 1587 1400 1602</box>
ship-table-cell: 2 <box>1158 1320 1166 1335</box>
article-paragraph: Ἴδε, ὅμως οἱ ἐν Ρωσσίᾳ ἐπιδέσεις ἀποκαλύπτουν ὅτι καὶ ἡ ἰσχὺς τῶν Μπολσεβίκων ἔχει μειωθεῖ σημαντικῶς. Καὶ ἄνευ τῆς ὑποστηρίξεως τῆς Μόσχας ὁ Κεμὰλ δὲν δύναται νὰ ἀντισταθῇ εἰς τὰ Ἑλληνικὰ ὅπλα. Ὁ Ἑλληνικὸς στρατὸς εὑρίσκεται εἰς θέσιν νὰ ἐπιβάλῃ τὴν τάξιν καὶ νὰ ἐξασφαλίσῃ τὴν εἰρήνην. Ἡ νέα πολιτικὴ κατάστασις ἐν Εὐρώπῃ καθιστᾷ ἀναγκαίαν τὴν ἀναθεώρησιν τῶν ἀποφάσεων. <box>249 491 465 729</box>
ship-table-month-row <box>1158 1142 1400 1159</box>
edition-line: ΑΘΗΝΑΙ, ΕΣΠΕΡΑ ΠΕΜΠΤΗΣ <box>1137 64 1337 78</box>
ship-table-month: Ὀκτώβριος <box>1240 1144 1318 1159</box>
ship-table-cell: «Στύρος» <box>1183 1052 1242 1067</box>
ship-table-cell: 8 <box>1158 1587 1166 1602</box>
ship-table-cell: 12 <box>1158 1005 1174 1020</box>
column-6 <box>1158 180 1400 1958</box>
owner-name: Σπ. Κ. Νικολόπουλος <box>1143 43 1331 62</box>
ship-table-row <box>1158 1495 1400 1510</box>
article-paragraph: Τόσον ἡ νέα τροπὴ τοῦ Γερμανικοῦ ζητήματος, ὅσον καὶ ἡ ἐκμηδένισις τοῦ ἐκεῖ στρατοῦ, ἐπιμένει με τάσεις ὁριστικῆς ἐπικρατήσεως ἀντεπαναστάσεως ἐν Ρωσσίᾳ, ἀποτελοῦν γεγονότα ἐξαιρετικῆς σημασίας διὰ τὴν Ἑλληνικὴν ὑπόθεσιν. Τὰ γεγονότα ταῦτα εἶνε ὄψεως τοιαύτης, ὥστε θὰ ἔδει νὰ ἐπηρεάσουν τὰς σκέψεις τῶν Συμμάχων, ἐάν ἐξ ἀφορμῆς τοῦ καλλίτερον τρόπου τῆς λύσεως τοῦ Ἀνατολικοῦ, ἀφοῦ ἄλλως τε συνδέονται ἀμέσως, ὅπως θὰ ἴδωμεν, με τὴν ἐξέλιξιν τῆς καταστάσεως ἐν τῇ Ἐγγὺς Ἀνατολῇ. <box>16 233 238 503</box>
ship-table-cell: «Ἀλεξάνδρα» <box>1183 1480 1266 1495</box>
ship-table-cell: 11 <box>1158 1602 1174 1617</box>
ship-table-cell: 378 <box>1376 1074 1400 1089</box>
ship-table-cell: 563 <box>1376 1251 1400 1266</box>
ship-table-cell: 2 <box>1158 1052 1166 1067</box>
ship-table-cell: 5703 <box>1369 1669 1400 1684</box>
ship-table-cell: «Σταυρούλα» <box>1183 1266 1267 1281</box>
article-paragraph: —Ἐνεργήσατε μου ἄλλο, εἶπεν ἡ κόρη. <box>476 395 692 425</box>
ship-table-cell: «Σπύρος» <box>1183 1112 1243 1127</box>
ship-table-cell: «Ἑλένη» <box>1183 1418 1237 1433</box>
ship-table-cell: 3 <box>1158 1221 1166 1236</box>
ship-table-cell: ναυάγιον <box>1284 1221 1343 1236</box>
ship-table-cell: 2711 <box>1369 1572 1400 1587</box>
serial-title: Ο ΓΥΙΟΣ ΜΟΥ ΚΙ' Η ΚΟΡΗ ΜΟΥ <box>955 1914 1122 1949</box>
ship-table-month-row <box>1158 1296 1400 1313</box>
ship-table-cell: «Ἀδαμ. Λαιμός» <box>1183 1525 1281 1540</box>
ship-table-cell: καταυθ. <box>1284 1320 1334 1335</box>
